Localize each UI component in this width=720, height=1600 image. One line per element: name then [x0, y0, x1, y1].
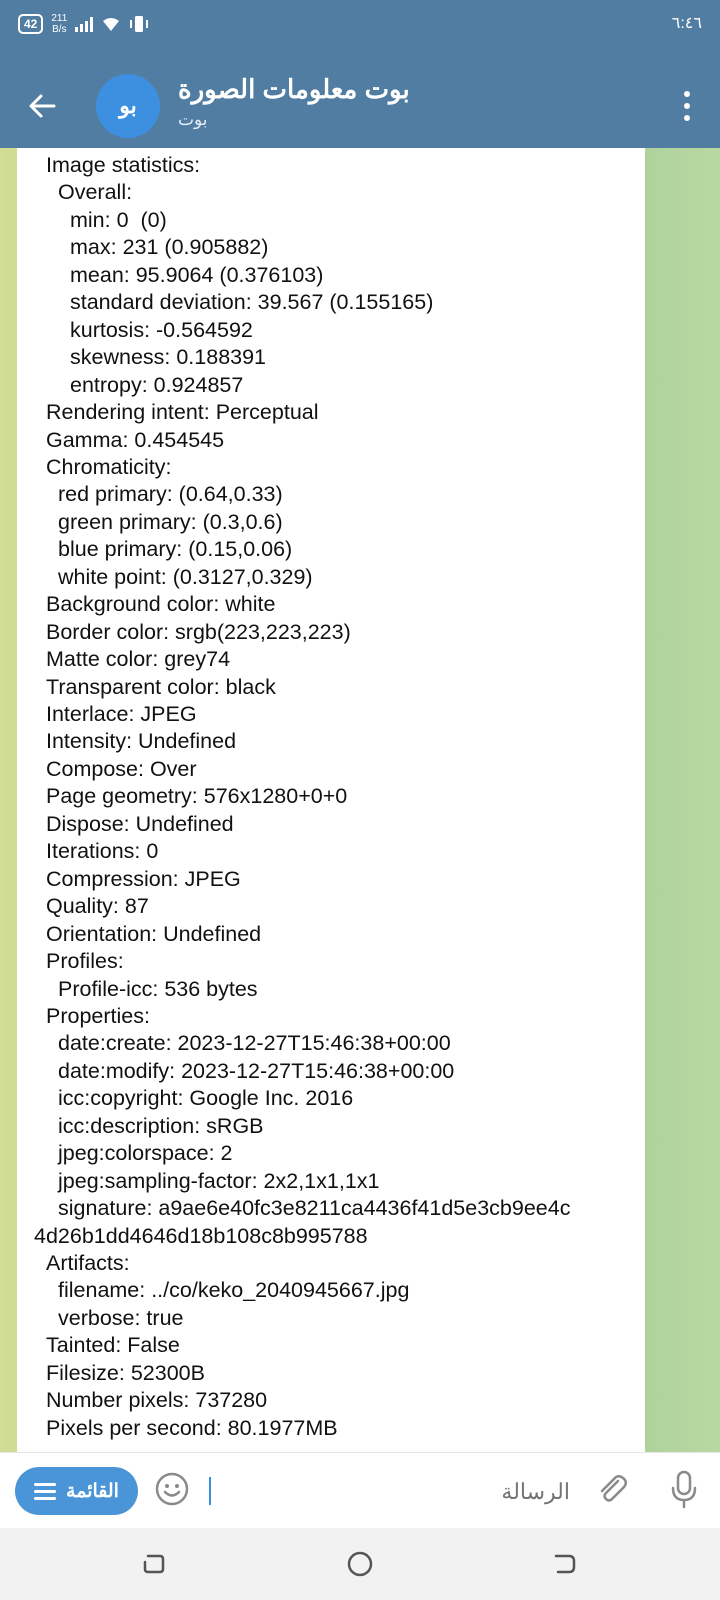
- message-line: icc:copyright: Google Inc. 2016: [58, 1086, 354, 1111]
- message-line: Properties:: [46, 1003, 150, 1028]
- text-caret: [209, 1477, 211, 1505]
- back-button[interactable]: [24, 88, 60, 124]
- message-line: Compose: Over: [46, 756, 197, 781]
- message-line: Matte color: grey74: [46, 647, 231, 672]
- chat-title[interactable]: بوت معلومات الصورة: [178, 74, 410, 104]
- message-line: Number pixels: 737280: [46, 1388, 268, 1413]
- recents-icon[interactable]: [140, 1550, 168, 1578]
- message-line: green primary: (0.3,0.6): [58, 509, 283, 534]
- message-line: Gamma: 0.454545: [46, 427, 225, 452]
- more-vertical-icon: [684, 91, 690, 97]
- status-bar-left: [18, 10, 149, 38]
- message-line: Orientation: Undefined: [46, 921, 262, 946]
- arrow-left-icon: [28, 92, 56, 120]
- message-line: kurtosis: -0.564592: [70, 317, 253, 342]
- network-speed-unit: B/s: [52, 24, 67, 35]
- message-line: date:modify: 2023-12-27T15:46:38+00:00: [58, 1058, 455, 1083]
- chat-subtitle: بوت: [178, 110, 208, 129]
- message-line: Overall:: [58, 180, 133, 205]
- back-nav-icon[interactable]: [551, 1550, 579, 1578]
- message-line: blue primary: (0.15,0.06): [58, 537, 293, 562]
- message-line: Profile-icc: 536 bytes: [58, 976, 258, 1001]
- message-line: Page geometry: 576x1280+0+0: [46, 784, 348, 809]
- hamburger-icon: [34, 1483, 56, 1500]
- message-line: Intensity: Undefined: [46, 729, 237, 754]
- paperclip-icon[interactable]: [594, 1471, 630, 1507]
- system-navigation-bar: [0, 1528, 720, 1600]
- message-line: Border color: srgb(223,223,223): [46, 619, 351, 644]
- status-time: ٦:٤٦: [671, 15, 702, 32]
- message-line: Pixels per second: 80.1977MB: [46, 1415, 338, 1440]
- message-line: icc:description: sRGB: [58, 1113, 264, 1138]
- message-line: Filesize: 52300B: [46, 1360, 205, 1385]
- message-composer: [0, 1452, 720, 1529]
- message-line: mean: 95.9064 (0.376103): [70, 262, 324, 287]
- message-line: Profiles:: [46, 949, 124, 974]
- message-line: Background color: white: [46, 592, 276, 617]
- message-line: white point: (0.3127,0.329): [58, 564, 313, 589]
- message-bubble[interactable]: [17, 148, 645, 1452]
- message-line: Transparent color: black: [46, 674, 276, 699]
- message-line: standard deviation: 39.567 (0.155165): [70, 290, 434, 315]
- message-line: Artifacts:: [46, 1251, 130, 1275]
- emoji-icon[interactable]: [154, 1471, 190, 1507]
- more-options-button[interactable]: [672, 88, 702, 124]
- microphone-icon[interactable]: [668, 1469, 700, 1509]
- home-icon[interactable]: [346, 1550, 374, 1578]
- message-line: red primary: (0.64,0.33): [58, 482, 283, 507]
- message-line: Rendering intent: Perceptual: [46, 400, 319, 425]
- message-line: verbose: true: [58, 1305, 184, 1330]
- message-line: jpeg:colorspace: 2: [58, 1141, 233, 1166]
- wifi-icon: [101, 16, 121, 32]
- message-input[interactable]: [208, 1469, 572, 1515]
- message-line: Dispose: Undefined: [46, 811, 234, 836]
- bot-menu-button[interactable]: [15, 1467, 138, 1515]
- message-line: filename: ../co/keko_2040945667.jpg: [58, 1278, 410, 1303]
- message-line: date:create: 2023-12-27T15:46:38+00:00: [58, 1031, 451, 1056]
- message-line: entropy: 0.924857: [70, 372, 244, 397]
- message-line: jpeg:sampling-factor: 2x2,1x1,1x1: [58, 1168, 380, 1193]
- message-line: Quality: 87: [46, 894, 149, 919]
- message-line: Compression: JPEG: [46, 866, 241, 891]
- message-line: Image statistics:: [46, 153, 201, 177]
- message-line: Iterations: 0: [46, 839, 159, 864]
- message-line: Interlace: JPEG: [46, 702, 197, 726]
- battery-indicator: 42: [18, 14, 43, 34]
- message-line: skewness: 0.188391: [70, 345, 267, 370]
- message-line: Tainted: False: [46, 1333, 180, 1358]
- avatar[interactable]: بو: [96, 74, 160, 138]
- message-line: signature: a9ae6e40fc3e8211ca4436f41d5e3cb9ee4c: [58, 1196, 571, 1221]
- message-line: Chromaticity:: [46, 454, 172, 479]
- app-header: [0, 0, 720, 148]
- message-line: min: 0 (0): [70, 207, 167, 232]
- network-speed-value: 211: [51, 13, 68, 24]
- message-line: 4d26b1dd4646d18b108c8b995788: [34, 1223, 368, 1248]
- vibrate-icon: [129, 15, 149, 33]
- signal-icon: [75, 16, 93, 32]
- network-speed: [51, 13, 67, 35]
- message-line: max: 231 (0.905882): [70, 235, 269, 260]
- bot-menu-label: القائمة: [66, 1480, 119, 1502]
